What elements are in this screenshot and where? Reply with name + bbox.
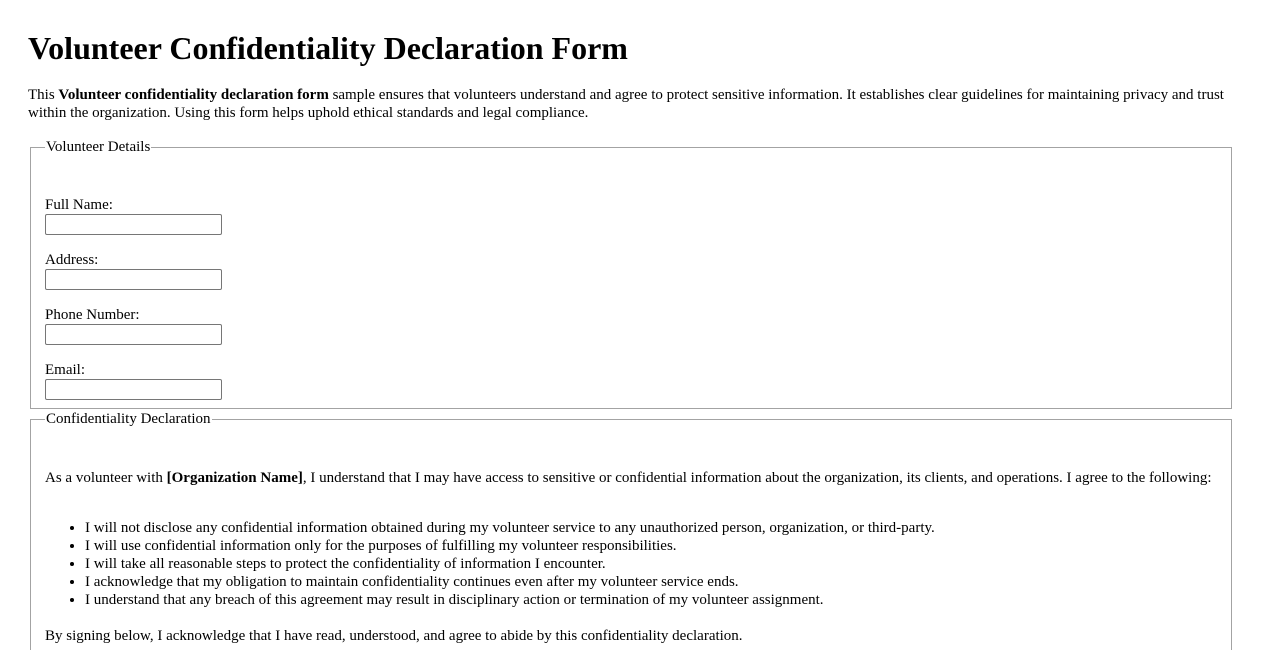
intro-paragraph <box>28 86 1246 122</box>
address-input[interactable] <box>45 269 222 290</box>
intro-bold-text: Volunteer confidentiality declaration form <box>58 87 329 103</box>
phone-number-label: Phone Number: <box>45 307 140 323</box>
declaration-item: • I will use confidential information only for the purposes of fulfilling my volunteer responsibilities. <box>85 537 1265 555</box>
volunteer-details-legend: Volunteer Details <box>46 139 151 155</box>
phone-number-input[interactable] <box>45 324 222 345</box>
volunteer-details-section <box>30 138 1232 409</box>
page-title: Volunteer Confidentiality Declaration Form <box>28 30 628 66</box>
email-label: Email: <box>45 362 85 378</box>
intro-prefix: This <box>28 87 59 103</box>
confidentiality-declaration-legend: Confidentiality Declaration <box>46 411 211 427</box>
intro-suffix: sample ensures that volunteers understand and agree to protect sensitive information. It establishes clear guidelines for maintaining privacy and trust within the organization. Using this form helps uphold ethical standards and legal compliance. <box>28 87 1224 121</box>
confidentiality-declaration-section <box>30 410 1232 650</box>
address-field <box>45 251 222 290</box>
statement-suffix: , I understand that I may have access to sensitive or confidential information about the organization, its clients, and operations. I agree to the following: <box>302 470 1212 486</box>
declaration-item: • I acknowledge that my obligation to maintain confidentiality continues even after my volunteer service ends. <box>85 573 1265 591</box>
statement-prefix: As a volunteer with <box>45 470 167 486</box>
full-name-field <box>45 196 222 235</box>
declaration-item: • I will not disclose any confidential information obtained during my volunteer service to any unauthorized person, organization, or third-party. <box>85 519 1265 537</box>
declaration-item: • I understand that any breach of this agreement may result in disciplinary action or termination of my volunteer assignment. <box>85 591 1265 609</box>
declaration-statement <box>45 469 1225 487</box>
organization-name-placeholder: [Organization Name] <box>166 470 303 486</box>
address-label: Address: <box>45 252 99 268</box>
declaration-item: • I will take all reasonable steps to protect the confidentiality of information I encounter. <box>85 555 1265 573</box>
declaration-list <box>45 519 1265 609</box>
declaration-closing: By signing below, I acknowledge that I have read, understood, and agree to abide by this confidentiality declaration. <box>45 628 743 644</box>
email-field <box>45 361 222 400</box>
email-input[interactable] <box>45 379 222 400</box>
full-name-input[interactable] <box>45 214 222 235</box>
phone-number-field <box>45 306 222 345</box>
full-name-label: Full Name: <box>45 197 113 213</box>
